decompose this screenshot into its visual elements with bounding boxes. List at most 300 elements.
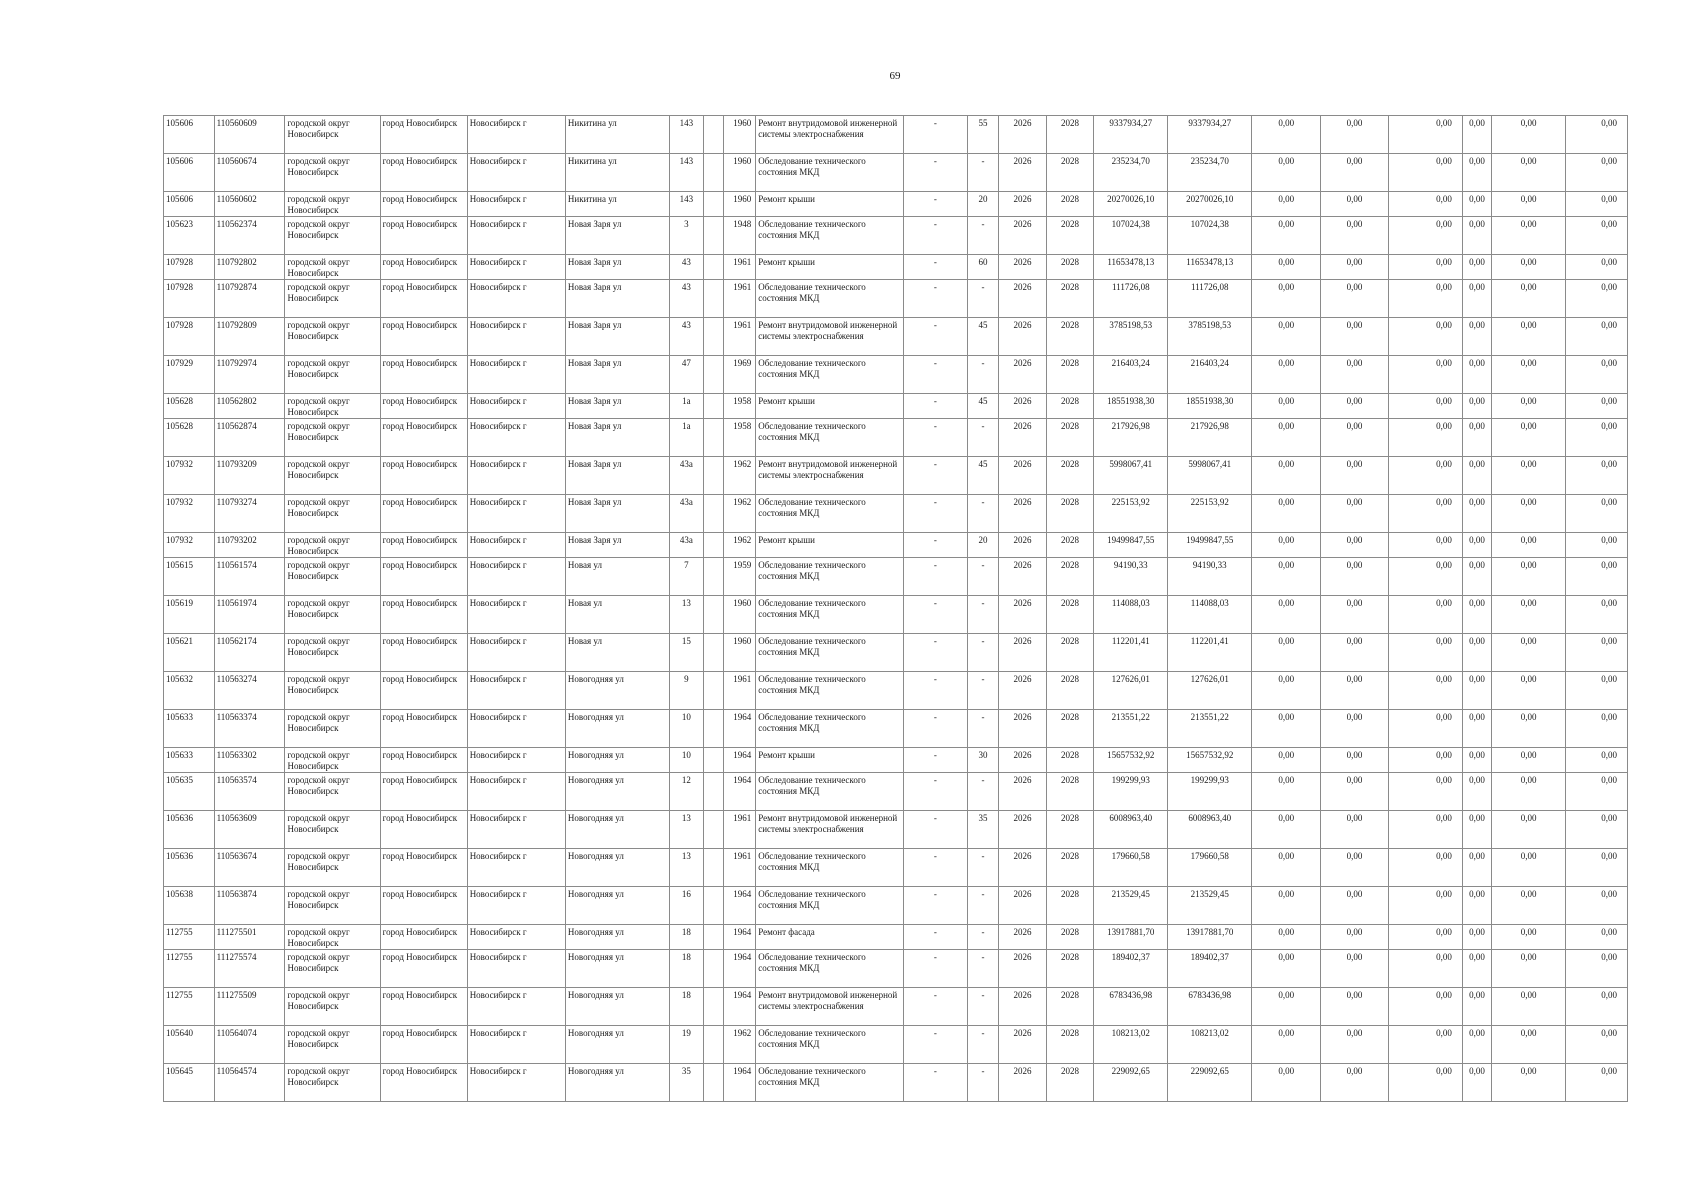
table-row xyxy=(164,533,1628,558)
table-row xyxy=(164,154,1628,192)
cell-v1: 0,00 xyxy=(1252,255,1321,280)
table-row xyxy=(164,710,1628,748)
cell-v3: 0,00 xyxy=(1388,849,1462,887)
cell-code: 110793202 xyxy=(214,533,285,558)
cell-street: Новогодняя ул xyxy=(565,672,669,710)
cell-id: 105632 xyxy=(164,672,215,710)
cell-end: 2028 xyxy=(1046,672,1094,710)
cell-year: 1964 xyxy=(723,773,755,811)
cell-code: 110563374 xyxy=(214,710,285,748)
cell-v2: 0,00 xyxy=(1321,596,1389,634)
cell-work: Ремонт крыши xyxy=(756,394,904,419)
cell-dash: - xyxy=(904,925,968,950)
cell-locality: Новосибирск г xyxy=(467,710,565,748)
cell-v4: 0,00 xyxy=(1462,255,1491,280)
cell-life: - xyxy=(967,419,998,457)
cell-dash: - xyxy=(904,988,968,1026)
table-row xyxy=(164,495,1628,533)
cell-v5: 0,00 xyxy=(1492,356,1566,394)
cell-v5: 0,00 xyxy=(1492,419,1566,457)
cell-v6: 0,00 xyxy=(1566,710,1628,748)
cell-year: 1960 xyxy=(723,154,755,192)
page-number: 69 xyxy=(889,70,901,82)
cell-end: 2028 xyxy=(1046,925,1094,950)
cell-street: Новогодняя ул xyxy=(565,1064,669,1102)
cell-cost-total: 107024,38 xyxy=(1094,217,1168,255)
cell-city: город Новосибирск xyxy=(380,419,467,457)
table-row xyxy=(164,558,1628,596)
cell-v5: 0,00 xyxy=(1492,950,1566,988)
cell-cost-fund: 235234,70 xyxy=(1168,154,1252,192)
cell-v1: 0,00 xyxy=(1252,192,1321,217)
cell-v2: 0,00 xyxy=(1321,255,1389,280)
cell-extra xyxy=(703,192,723,217)
cell-v3: 0,00 xyxy=(1388,318,1462,356)
cell-work: Ремонт крыши xyxy=(756,255,904,280)
cell-start: 2026 xyxy=(999,116,1047,154)
cell-v5: 0,00 xyxy=(1492,887,1566,925)
cell-extra xyxy=(703,394,723,419)
cell-v4: 0,00 xyxy=(1462,419,1491,457)
cell-id: 105615 xyxy=(164,558,215,596)
cell-cost-fund: 5998067,41 xyxy=(1168,457,1252,495)
cell-start: 2026 xyxy=(999,419,1047,457)
cell-code: 110560674 xyxy=(214,154,285,192)
cell-district: городской округ Новосибирск xyxy=(285,811,380,849)
cell-v2: 0,00 xyxy=(1321,394,1389,419)
cell-v3: 0,00 xyxy=(1388,356,1462,394)
cell-id: 105628 xyxy=(164,394,215,419)
cell-v3: 0,00 xyxy=(1388,634,1462,672)
cell-id: 105621 xyxy=(164,634,215,672)
cell-v4: 0,00 xyxy=(1462,849,1491,887)
cell-district: городской округ Новосибирск xyxy=(285,154,380,192)
cell-v2: 0,00 xyxy=(1321,217,1389,255)
cell-v2: 0,00 xyxy=(1321,710,1389,748)
cell-street: Новая ул xyxy=(565,596,669,634)
cell-locality: Новосибирск г xyxy=(467,154,565,192)
cell-v2: 0,00 xyxy=(1321,849,1389,887)
cell-v4: 0,00 xyxy=(1462,710,1491,748)
cell-year: 1960 xyxy=(723,192,755,217)
cell-v6: 0,00 xyxy=(1566,1026,1628,1064)
capital-repair-table xyxy=(163,115,1628,1102)
cell-house: 18 xyxy=(670,925,703,950)
cell-life: - xyxy=(967,217,998,255)
cell-start: 2026 xyxy=(999,394,1047,419)
cell-district: городской округ Новосибирск xyxy=(285,356,380,394)
cell-cost-total: 199299,93 xyxy=(1094,773,1168,811)
cell-code: 110562874 xyxy=(214,419,285,457)
cell-locality: Новосибирск г xyxy=(467,925,565,950)
cell-end: 2028 xyxy=(1046,356,1094,394)
cell-dash: - xyxy=(904,533,968,558)
cell-year: 1961 xyxy=(723,672,755,710)
cell-house: 1а xyxy=(670,394,703,419)
cell-locality: Новосибирск г xyxy=(467,849,565,887)
cell-locality: Новосибирск г xyxy=(467,811,565,849)
cell-id: 105623 xyxy=(164,217,215,255)
cell-street: Новая ул xyxy=(565,634,669,672)
cell-v1: 0,00 xyxy=(1252,811,1321,849)
cell-extra xyxy=(703,950,723,988)
cell-v6: 0,00 xyxy=(1566,533,1628,558)
cell-extra xyxy=(703,356,723,394)
cell-cost-total: 108213,02 xyxy=(1094,1026,1168,1064)
cell-city: город Новосибирск xyxy=(380,356,467,394)
cell-house: 13 xyxy=(670,596,703,634)
cell-dash: - xyxy=(904,887,968,925)
table-row xyxy=(164,419,1628,457)
cell-district: городской округ Новосибирск xyxy=(285,419,380,457)
cell-extra xyxy=(703,811,723,849)
cell-end: 2028 xyxy=(1046,495,1094,533)
table-row xyxy=(164,318,1628,356)
cell-code: 110561974 xyxy=(214,596,285,634)
cell-district: городской округ Новосибирск xyxy=(285,887,380,925)
cell-cost-fund: 127626,01 xyxy=(1168,672,1252,710)
cell-v3: 0,00 xyxy=(1388,672,1462,710)
cell-year: 1961 xyxy=(723,255,755,280)
cell-cost-total: 112201,41 xyxy=(1094,634,1168,672)
cell-v1: 0,00 xyxy=(1252,925,1321,950)
cell-v3: 0,00 xyxy=(1388,558,1462,596)
cell-code: 110563274 xyxy=(214,672,285,710)
cell-city: город Новосибирск xyxy=(380,116,467,154)
cell-v5: 0,00 xyxy=(1492,1064,1566,1102)
table-row xyxy=(164,634,1628,672)
cell-v1: 0,00 xyxy=(1252,672,1321,710)
cell-start: 2026 xyxy=(999,457,1047,495)
cell-v6: 0,00 xyxy=(1566,558,1628,596)
table-row xyxy=(164,811,1628,849)
cell-end: 2028 xyxy=(1046,255,1094,280)
cell-street: Новогодняя ул xyxy=(565,748,669,773)
cell-start: 2026 xyxy=(999,672,1047,710)
cell-v1: 0,00 xyxy=(1252,1026,1321,1064)
cell-work: Ремонт крыши xyxy=(756,533,904,558)
table-row xyxy=(164,849,1628,887)
cell-locality: Новосибирск г xyxy=(467,1064,565,1102)
cell-cost-fund: 13917881,70 xyxy=(1168,925,1252,950)
cell-id: 105633 xyxy=(164,748,215,773)
cell-extra xyxy=(703,533,723,558)
cell-cost-total: 217926,98 xyxy=(1094,419,1168,457)
cell-code: 110563302 xyxy=(214,748,285,773)
cell-city: город Новосибирск xyxy=(380,217,467,255)
cell-dash: - xyxy=(904,634,968,672)
cell-v6: 0,00 xyxy=(1566,356,1628,394)
cell-cost-total: 11653478,13 xyxy=(1094,255,1168,280)
cell-extra xyxy=(703,596,723,634)
cell-district: городской округ Новосибирск xyxy=(285,672,380,710)
cell-cost-fund: 19499847,55 xyxy=(1168,533,1252,558)
cell-v2: 0,00 xyxy=(1321,988,1389,1026)
cell-cost-total: 9337934,27 xyxy=(1094,116,1168,154)
cell-city: город Новосибирск xyxy=(380,394,467,419)
cell-cost-total: 229092,65 xyxy=(1094,1064,1168,1102)
cell-v4: 0,00 xyxy=(1462,394,1491,419)
cell-locality: Новосибирск г xyxy=(467,116,565,154)
cell-id: 105640 xyxy=(164,1026,215,1064)
cell-house: 18 xyxy=(670,950,703,988)
cell-district: городской округ Новосибирск xyxy=(285,1026,380,1064)
cell-street: Новая Заря ул xyxy=(565,318,669,356)
cell-end: 2028 xyxy=(1046,773,1094,811)
cell-locality: Новосибирск г xyxy=(467,950,565,988)
cell-v5: 0,00 xyxy=(1492,394,1566,419)
cell-dash: - xyxy=(904,596,968,634)
cell-city: город Новосибирск xyxy=(380,925,467,950)
cell-city: город Новосибирск xyxy=(380,255,467,280)
cell-life: - xyxy=(967,280,998,318)
cell-life: 45 xyxy=(967,394,998,419)
cell-city: город Новосибирск xyxy=(380,1064,467,1102)
cell-city: город Новосибирск xyxy=(380,533,467,558)
cell-cost-fund: 213529,45 xyxy=(1168,887,1252,925)
cell-work: Ремонт крыши xyxy=(756,192,904,217)
cell-year: 1959 xyxy=(723,558,755,596)
cell-v3: 0,00 xyxy=(1388,950,1462,988)
cell-id: 105645 xyxy=(164,1064,215,1102)
cell-house: 143 xyxy=(670,116,703,154)
cell-v4: 0,00 xyxy=(1462,192,1491,217)
cell-house: 43 xyxy=(670,318,703,356)
cell-cost-fund: 199299,93 xyxy=(1168,773,1252,811)
cell-locality: Новосибирск г xyxy=(467,887,565,925)
cell-locality: Новосибирск г xyxy=(467,192,565,217)
cell-city: город Новосибирск xyxy=(380,672,467,710)
cell-v6: 0,00 xyxy=(1566,394,1628,419)
cell-v1: 0,00 xyxy=(1252,988,1321,1026)
cell-city: город Новосибирск xyxy=(380,988,467,1026)
cell-work: Ремонт внутридомовой инженерной системы электроснабжения xyxy=(756,988,904,1026)
table-row xyxy=(164,1064,1628,1102)
cell-v1: 0,00 xyxy=(1252,710,1321,748)
cell-id: 107932 xyxy=(164,457,215,495)
cell-end: 2028 xyxy=(1046,634,1094,672)
cell-start: 2026 xyxy=(999,192,1047,217)
cell-cost-fund: 15657532,92 xyxy=(1168,748,1252,773)
cell-v4: 0,00 xyxy=(1462,1026,1491,1064)
cell-dash: - xyxy=(904,457,968,495)
cell-locality: Новосибирск г xyxy=(467,217,565,255)
cell-v4: 0,00 xyxy=(1462,533,1491,558)
cell-house: 143 xyxy=(670,154,703,192)
cell-work: Ремонт внутридомовой инженерной системы электроснабжения xyxy=(756,457,904,495)
cell-year: 1960 xyxy=(723,596,755,634)
cell-house: 13 xyxy=(670,811,703,849)
cell-v5: 0,00 xyxy=(1492,596,1566,634)
cell-year: 1958 xyxy=(723,419,755,457)
table-row xyxy=(164,192,1628,217)
cell-cost-fund: 225153,92 xyxy=(1168,495,1252,533)
cell-work: Обследование технического состояния МКД xyxy=(756,634,904,672)
cell-cost-total: 3785198,53 xyxy=(1094,318,1168,356)
cell-id: 112755 xyxy=(164,988,215,1026)
cell-cost-fund: 189402,37 xyxy=(1168,950,1252,988)
cell-year: 1964 xyxy=(723,950,755,988)
cell-extra xyxy=(703,217,723,255)
cell-v5: 0,00 xyxy=(1492,988,1566,1026)
cell-dash: - xyxy=(904,318,968,356)
cell-cost-fund: 3785198,53 xyxy=(1168,318,1252,356)
cell-start: 2026 xyxy=(999,710,1047,748)
cell-id: 105619 xyxy=(164,596,215,634)
cell-year: 1960 xyxy=(723,116,755,154)
cell-work: Ремонт внутридомовой инженерной системы электроснабжения xyxy=(756,811,904,849)
cell-city: город Новосибирск xyxy=(380,849,467,887)
cell-v6: 0,00 xyxy=(1566,217,1628,255)
cell-cost-fund: 94190,33 xyxy=(1168,558,1252,596)
cell-cost-total: 20270026,10 xyxy=(1094,192,1168,217)
cell-v2: 0,00 xyxy=(1321,154,1389,192)
cell-city: город Новосибирск xyxy=(380,192,467,217)
cell-district: городской округ Новосибирск xyxy=(285,1064,380,1102)
cell-district: городской округ Новосибирск xyxy=(285,394,380,419)
cell-end: 2028 xyxy=(1046,217,1094,255)
cell-locality: Новосибирск г xyxy=(467,748,565,773)
cell-extra xyxy=(703,1026,723,1064)
cell-cost-total: 5998067,41 xyxy=(1094,457,1168,495)
cell-life: - xyxy=(967,672,998,710)
cell-v6: 0,00 xyxy=(1566,116,1628,154)
cell-locality: Новосибирск г xyxy=(467,419,565,457)
cell-cost-total: 189402,37 xyxy=(1094,950,1168,988)
cell-cost-total: 213529,45 xyxy=(1094,887,1168,925)
cell-v3: 0,00 xyxy=(1388,394,1462,419)
cell-cost-fund: 217926,98 xyxy=(1168,419,1252,457)
cell-year: 1948 xyxy=(723,217,755,255)
cell-v4: 0,00 xyxy=(1462,950,1491,988)
cell-v5: 0,00 xyxy=(1492,925,1566,950)
cell-v2: 0,00 xyxy=(1321,192,1389,217)
cell-v3: 0,00 xyxy=(1388,596,1462,634)
cell-district: городской округ Новосибирск xyxy=(285,280,380,318)
cell-locality: Новосибирск г xyxy=(467,988,565,1026)
table-row xyxy=(164,280,1628,318)
cell-v6: 0,00 xyxy=(1566,811,1628,849)
cell-house: 43а xyxy=(670,457,703,495)
cell-extra xyxy=(703,116,723,154)
cell-street: Новая Заря ул xyxy=(565,457,669,495)
cell-cost-fund: 11653478,13 xyxy=(1168,255,1252,280)
cell-v6: 0,00 xyxy=(1566,255,1628,280)
cell-year: 1958 xyxy=(723,394,755,419)
cell-id: 112755 xyxy=(164,950,215,988)
cell-life: - xyxy=(967,849,998,887)
cell-life: 20 xyxy=(967,192,998,217)
cell-work: Обследование технического состояния МКД xyxy=(756,849,904,887)
cell-house: 18 xyxy=(670,988,703,1026)
cell-street: Новая Заря ул xyxy=(565,280,669,318)
cell-cost-total: 127626,01 xyxy=(1094,672,1168,710)
cell-v4: 0,00 xyxy=(1462,558,1491,596)
cell-cost-total: 19499847,55 xyxy=(1094,533,1168,558)
cell-v3: 0,00 xyxy=(1388,280,1462,318)
cell-code: 110563609 xyxy=(214,811,285,849)
cell-year: 1960 xyxy=(723,634,755,672)
cell-cost-fund: 20270026,10 xyxy=(1168,192,1252,217)
cell-locality: Новосибирск г xyxy=(467,596,565,634)
cell-v1: 0,00 xyxy=(1252,849,1321,887)
cell-v3: 0,00 xyxy=(1388,495,1462,533)
cell-city: город Новосибирск xyxy=(380,748,467,773)
cell-v1: 0,00 xyxy=(1252,1064,1321,1102)
cell-code: 110563574 xyxy=(214,773,285,811)
cell-extra xyxy=(703,457,723,495)
cell-year: 1964 xyxy=(723,887,755,925)
cell-street: Новая Заря ул xyxy=(565,255,669,280)
cell-dash: - xyxy=(904,495,968,533)
cell-v1: 0,00 xyxy=(1252,773,1321,811)
cell-house: 3 xyxy=(670,217,703,255)
cell-locality: Новосибирск г xyxy=(467,634,565,672)
table-row xyxy=(164,988,1628,1026)
cell-v4: 0,00 xyxy=(1462,154,1491,192)
cell-v2: 0,00 xyxy=(1321,887,1389,925)
cell-life: - xyxy=(967,558,998,596)
cell-locality: Новосибирск г xyxy=(467,280,565,318)
cell-dash: - xyxy=(904,154,968,192)
cell-life: - xyxy=(967,356,998,394)
cell-v3: 0,00 xyxy=(1388,811,1462,849)
cell-street: Новая Заря ул xyxy=(565,394,669,419)
cell-v5: 0,00 xyxy=(1492,710,1566,748)
cell-v5: 0,00 xyxy=(1492,849,1566,887)
cell-street: Новогодняя ул xyxy=(565,773,669,811)
cell-street: Новая Заря ул xyxy=(565,495,669,533)
cell-house: 15 xyxy=(670,634,703,672)
cell-street: Новогодняя ул xyxy=(565,1026,669,1064)
cell-id: 105606 xyxy=(164,154,215,192)
cell-city: город Новосибирск xyxy=(380,811,467,849)
cell-year: 1964 xyxy=(723,1064,755,1102)
cell-life: - xyxy=(967,596,998,634)
table-row xyxy=(164,457,1628,495)
cell-v1: 0,00 xyxy=(1252,634,1321,672)
cell-v5: 0,00 xyxy=(1492,280,1566,318)
cell-end: 2028 xyxy=(1046,1064,1094,1102)
table-row xyxy=(164,887,1628,925)
cell-locality: Новосибирск г xyxy=(467,457,565,495)
cell-v5: 0,00 xyxy=(1492,116,1566,154)
cell-extra xyxy=(703,318,723,356)
cell-district: городской округ Новосибирск xyxy=(285,849,380,887)
cell-v6: 0,00 xyxy=(1566,192,1628,217)
cell-work: Обследование технического состояния МКД xyxy=(756,710,904,748)
cell-street: Новая Заря ул xyxy=(565,419,669,457)
cell-dash: - xyxy=(904,280,968,318)
cell-dash: - xyxy=(904,394,968,419)
cell-district: городской округ Новосибирск xyxy=(285,773,380,811)
cell-start: 2026 xyxy=(999,495,1047,533)
cell-end: 2028 xyxy=(1046,811,1094,849)
cell-dash: - xyxy=(904,116,968,154)
cell-v4: 0,00 xyxy=(1462,280,1491,318)
cell-cost-total: 179660,58 xyxy=(1094,849,1168,887)
cell-locality: Новосибирск г xyxy=(467,672,565,710)
table-row xyxy=(164,356,1628,394)
cell-street: Новогодняя ул xyxy=(565,710,669,748)
cell-city: город Новосибирск xyxy=(380,950,467,988)
cell-end: 2028 xyxy=(1046,849,1094,887)
cell-id: 105636 xyxy=(164,811,215,849)
cell-city: город Новосибирск xyxy=(380,710,467,748)
cell-life: - xyxy=(967,1026,998,1064)
cell-city: город Новосибирск xyxy=(380,495,467,533)
cell-v2: 0,00 xyxy=(1321,672,1389,710)
